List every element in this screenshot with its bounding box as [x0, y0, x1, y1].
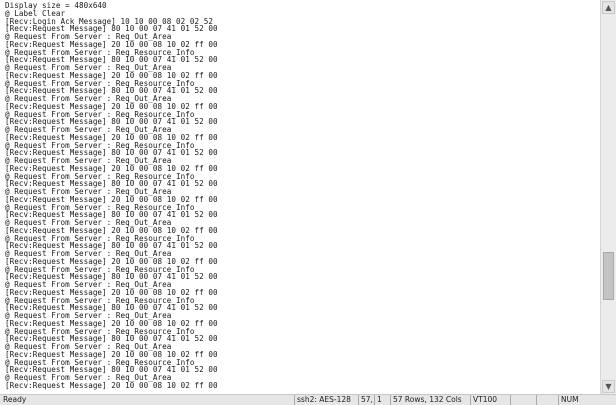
terminal-line: [Recv:Request Message] 80 10 00 07 41 01 52 00: [5, 24, 218, 34]
terminal-line: @ Request From Server : Req_Resource_Info: [5, 140, 195, 150]
terminal-line: @ Request From Server : Req_Out_Area: [5, 125, 172, 134]
terminal-line: @ Request From Server : Req_Out_Area: [5, 63, 172, 72]
terminal-line: [Recv:Request Message] 80 10 00 07 41 01 52 00: [5, 210, 218, 220]
terminal-line: Display size = 480x640: [5, 1, 107, 10]
terminal-line: @ Request From Server : Req_Out_Area: [5, 156, 172, 165]
terminal-line: [Recv:Request Message] 20 10 00 08 10 02 ff 00: [5, 318, 218, 328]
terminal-line: [Recv:Request Message] 20 10 00 08 10 02 ff 00: [5, 132, 218, 142]
terminal-line: @ Request From Server : Req_Out_Area: [5, 32, 172, 41]
terminal-line: [Recv:Login Ack Message] 10 10 00 08 02 02 52: [5, 16, 213, 26]
scrollbar-thumb[interactable]: [603, 252, 614, 300]
terminal-line: @ Request From Server : Req_Out_Area: [5, 249, 172, 258]
terminal-line: [Recv:Request Message] 20 10 00 08 10 02 ff 00: [5, 287, 218, 297]
terminal-line: [Recv:Request Message] 20 10 00 08 10 02 ff 00: [5, 163, 218, 173]
status-num-lock: NUM: [558, 395, 616, 405]
terminal-line: [Recv:Request Message] 80 10 00 07 41 01 52 00: [5, 55, 218, 65]
terminal-line: [Recv:Request Message] 80 10 00 07 41 01 52 00: [5, 303, 218, 313]
terminal-line: @ Label Clear: [5, 8, 66, 18]
terminal-line: @ Request From Server : Req_Resource_Info: [5, 78, 195, 88]
status-connection: ssh2: AES-128: [294, 395, 358, 405]
status-ready-text: Ready: [3, 395, 27, 404]
terminal-line: @ Request From Server : Req_Resource_Info: [5, 233, 195, 243]
terminal-line: @ Request From Server : Req_Out_Area: [5, 187, 172, 196]
terminal-lines: [5, 2, 595, 390]
status-rows-cols: 57 Rows, 132 Cols: [390, 395, 470, 405]
terminal-line: @ Request From Server : Req_Resource_Info: [5, 295, 195, 305]
terminal-line: @ Request From Server : Req_Out_Area: [5, 94, 172, 103]
status-bar: [0, 394, 616, 405]
terminal-line: @ Request From Server : Req_Resource_Info: [5, 47, 195, 57]
terminal-line: @ Request From Server : Req_Resource_Info: [5, 264, 195, 274]
terminal-line: @ Request From Server : Req_Out_Area: [5, 342, 172, 351]
terminal-line: [Recv:Request Message] 80 10 00 07 41 01 52 00: [5, 241, 218, 251]
terminal-line: [Recv:Request Message] 20 10 00 08 10 02 ff 00: [5, 225, 218, 235]
terminal-line: @ Request From Server : Req_Out_Area: [5, 311, 172, 320]
status-cursor-row: 57,: [358, 395, 374, 405]
terminal-line: [Recv:Request Message] 80 10 00 07 41 01 52 00: [5, 334, 218, 344]
terminal-line: [Recv:Request Message] 80 10 00 07 41 01 52 00: [5, 86, 218, 96]
terminal-line: [Recv:Request Message] 80 10 00 07 41 01 52 00: [5, 272, 218, 282]
terminal-line: [Recv:Request Message] 20 10 00 08 10 02 ff 00: [5, 39, 218, 49]
status-terminal-type: VT100: [470, 395, 510, 405]
terminal-line: @ Request From Server : Req_Resource_Info: [5, 202, 195, 212]
scroll-up-arrow-icon[interactable]: ▲: [602, 1, 615, 14]
status-caps-pane: [536, 395, 558, 405]
terminal-line: [Recv:Request Message] 80 10 00 07 41 01 52 00: [5, 179, 218, 189]
terminal-line: [Recv:Request Message] 20 10 00 08 10 02 ff 00: [5, 256, 218, 266]
terminal-line: @ Request From Server : Req_Out_Area: [5, 280, 172, 289]
scroll-down-arrow-icon[interactable]: ▼: [602, 380, 615, 393]
terminal-line: @ Request From Server : Req_Out_Area: [5, 373, 172, 382]
terminal-line: [Recv:Request Message] 80 10 00 07 41 01 52 00: [5, 148, 218, 158]
status-blank-pane: [510, 395, 536, 405]
terminal-line: @ Request From Server : Req_Resource_Info: [5, 326, 195, 336]
terminal-line: [Recv:Request Message] 20 10 00 08 10 02 ff 00: [5, 380, 218, 390]
terminal-line: [Recv:Request Message] 20 10 00 08 10 02 ff 00: [5, 101, 218, 111]
vertical-scrollbar[interactable]: [600, 0, 616, 394]
terminal-line: [Recv:Request Message] 80 10 00 07 41 01 52 00: [5, 365, 218, 375]
terminal-line: [Recv:Request Message] 20 10 00 08 10 02 ff 00: [5, 70, 218, 80]
status-cursor-col: 1: [374, 395, 390, 405]
terminal-line: @ Request From Server : Req_Resource_Info: [5, 109, 195, 119]
terminal-line: [Recv:Request Message] 20 10 00 08 10 02 ff 00: [5, 349, 218, 359]
terminal-line: @ Request From Server : Req_Resource_Info: [5, 357, 195, 367]
terminal-line: @ Request From Server : Req_Resource_Info: [5, 171, 195, 181]
terminal-line: [Recv:Request Message] 80 10 00 07 41 01 52 00: [5, 117, 218, 127]
terminal-line: [Recv:Request Message] 20 10 00 08 10 02 ff 00: [5, 194, 218, 204]
terminal-line: @ Request From Server : Req_Out_Area: [5, 218, 172, 227]
